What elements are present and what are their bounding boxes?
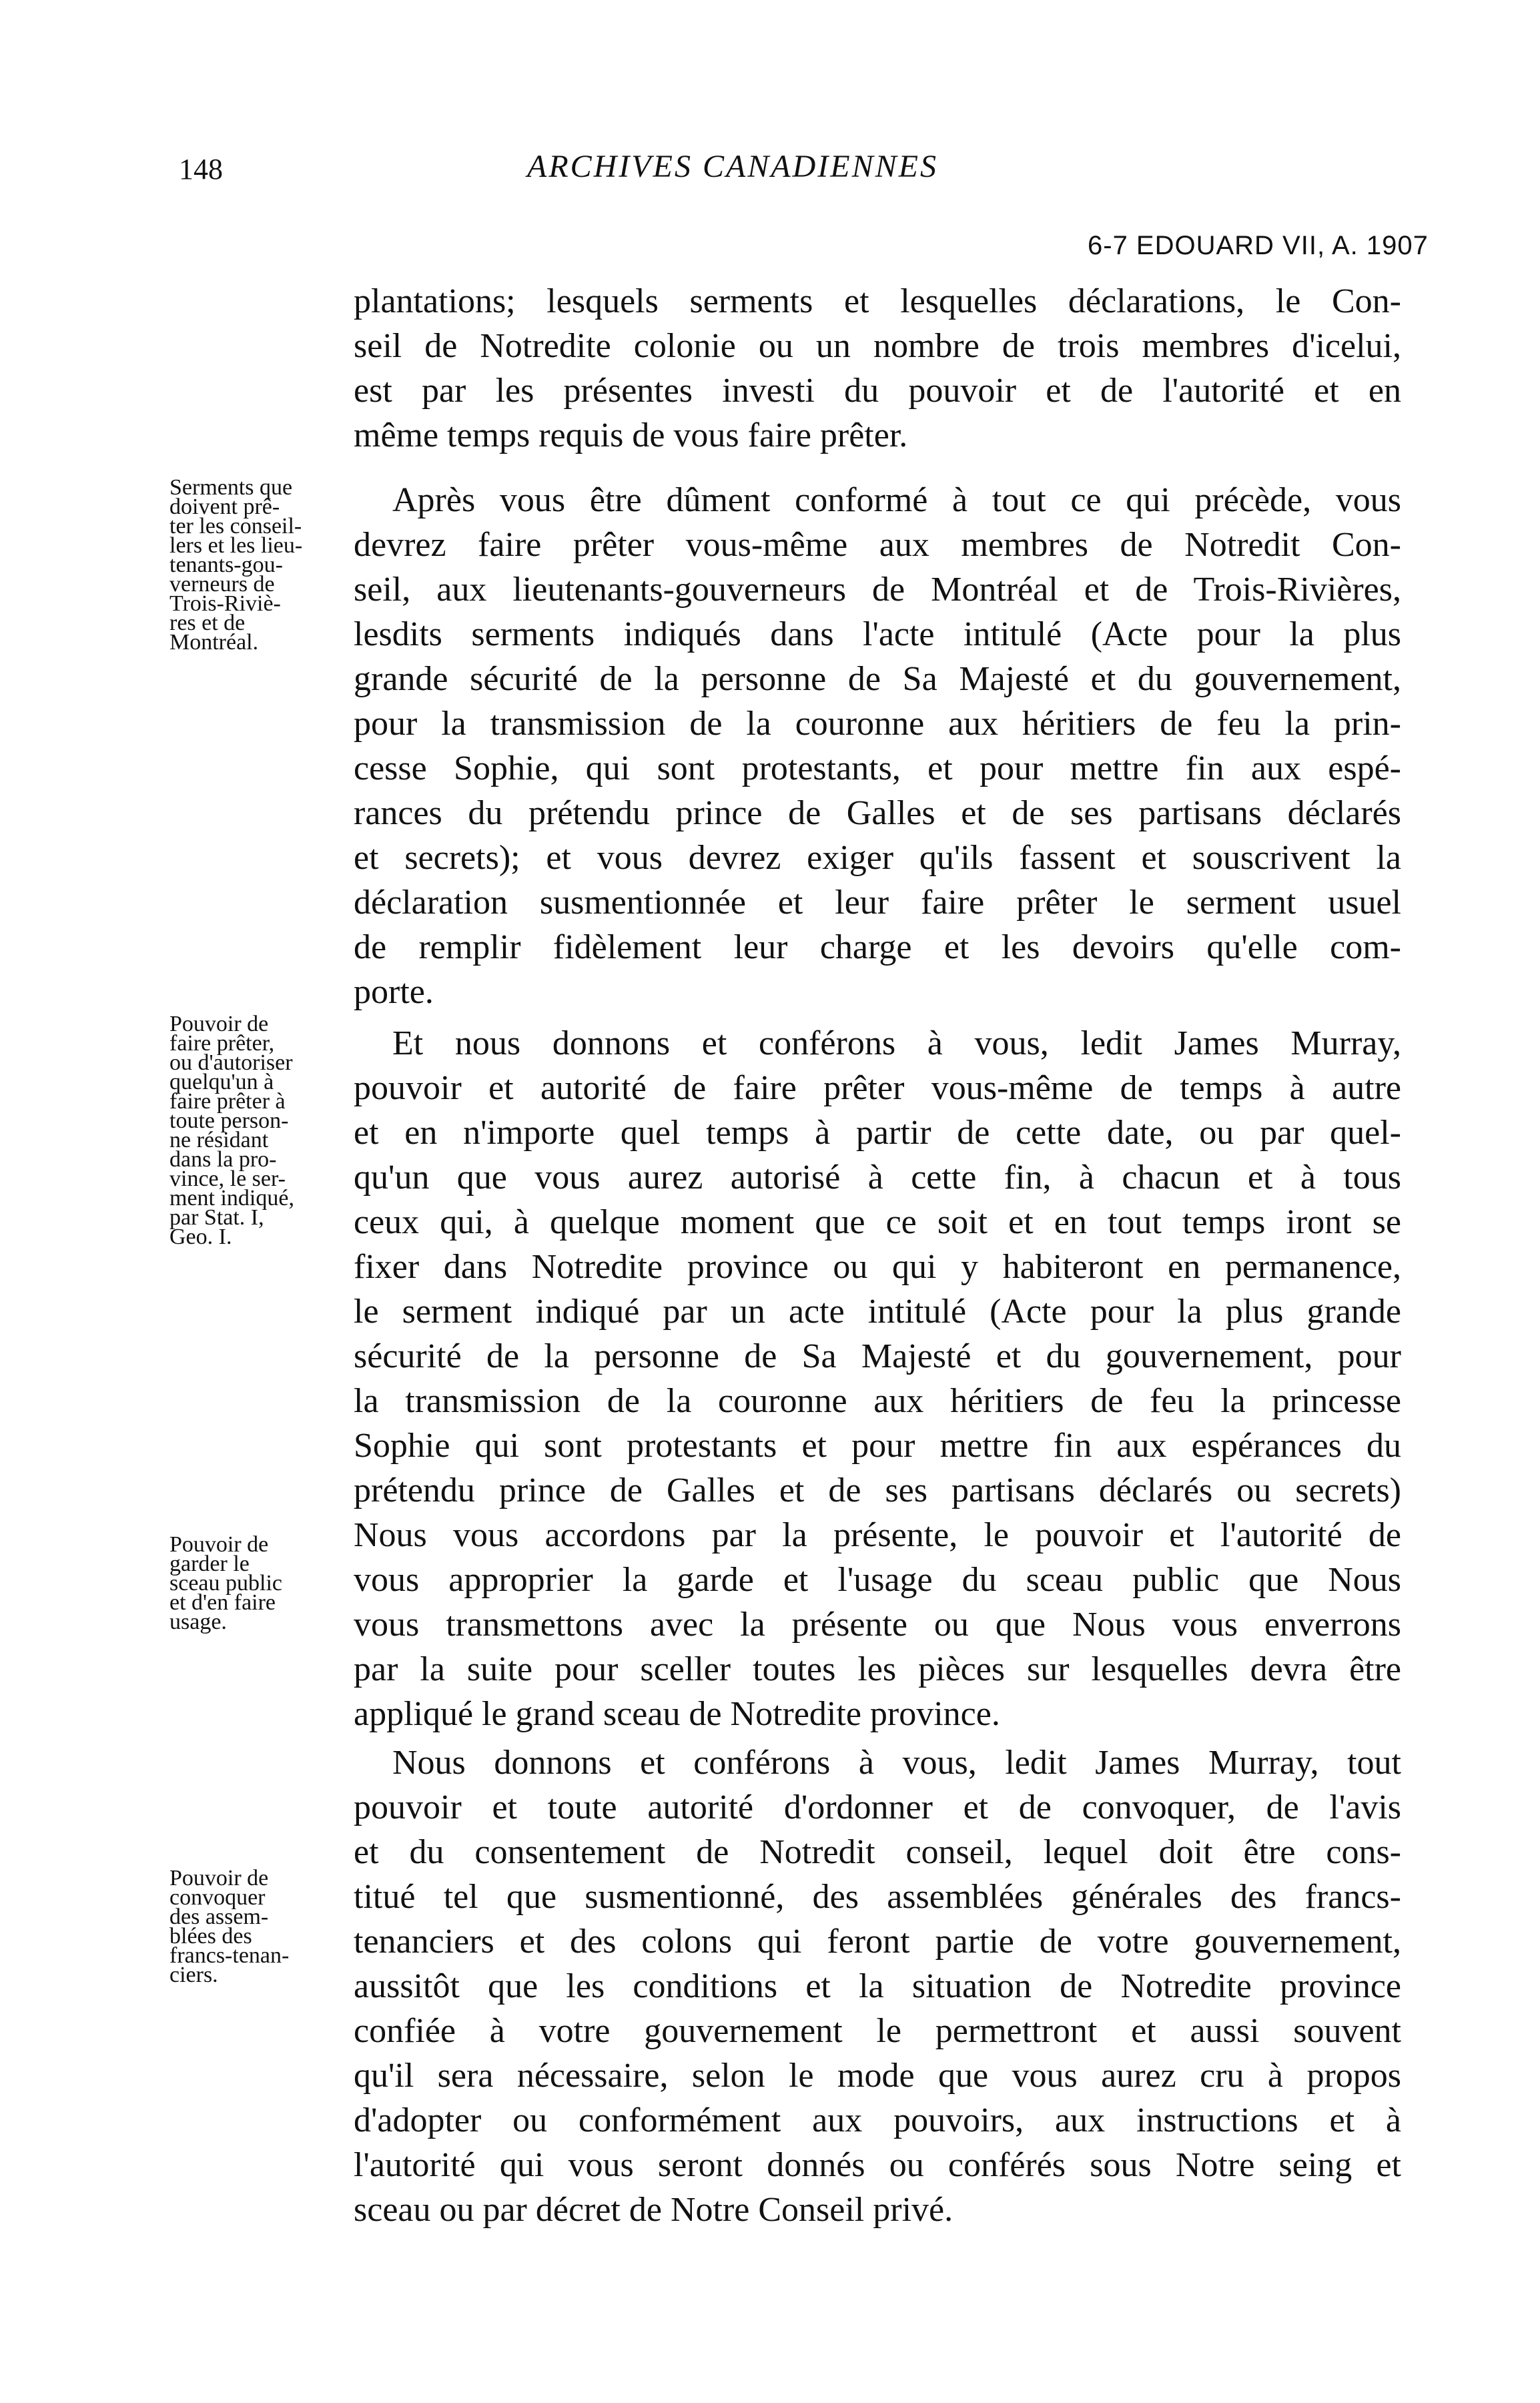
text-line: et en n'importe quel temps à partir de cette date, ou par quel- bbox=[354, 1114, 1401, 1152]
text-line: par la suite pour sceller toutes les pièces sur lesquelles devra être bbox=[354, 1650, 1401, 1688]
text-line: Sophie qui sont protestants et pour mettre fin aux espérances du bbox=[354, 1427, 1401, 1465]
text-line: et secrets); et vous devrez exiger qu'ils fassent et souscrivent la bbox=[354, 839, 1401, 877]
text-line: ceux qui, à quelque moment que ce soit et en tout temps iront se bbox=[354, 1203, 1401, 1241]
text-line: le serment indiqué par un acte intitulé (Acte pour la plus grande bbox=[354, 1293, 1401, 1331]
margin-note-line: vince, le ser- bbox=[169, 1166, 286, 1191]
margin-note-line: faire prêter, bbox=[169, 1031, 275, 1056]
margin-note-line: blées des bbox=[169, 1924, 252, 1949]
text-line: d'adopter ou conformément aux pouvoirs, aux instructions et à bbox=[354, 2101, 1401, 2139]
text-line: est par les présentes investi du pouvoir et de l'autorité et en bbox=[354, 372, 1401, 410]
margin-note-line: lers et les lieu- bbox=[169, 533, 303, 558]
margin-note-line: quelqu'un à bbox=[169, 1070, 274, 1094]
text-line: vous approprier la garde et l'usage du sceau public que Nous bbox=[354, 1561, 1401, 1599]
margin-note-line: toute person- bbox=[169, 1108, 289, 1133]
text-line: même temps requis de vous faire prêter. bbox=[354, 416, 908, 454]
text-line: cesse Sophie, qui sont protestants, et pour mettre fin aux espé- bbox=[354, 749, 1401, 787]
text-line: vous transmettons avec la présente ou que Nous vous enverrons bbox=[354, 1606, 1401, 1644]
margin-note-line: ne résidant bbox=[169, 1128, 269, 1152]
text-line: lesdits serments indiqués dans l'acte intitulé (Acte pour la plus bbox=[354, 615, 1401, 653]
margin-note-line: Montréal. bbox=[169, 630, 259, 655]
margin-note-line: tenants-gou- bbox=[169, 553, 283, 577]
margin-note-line: garder le bbox=[169, 1552, 250, 1576]
margin-note-line: ou d'autoriser bbox=[169, 1050, 293, 1075]
paragraph-3 bbox=[354, 1021, 1401, 1736]
text-line: pouvoir et autorité de faire prêter vous-même de temps à autre bbox=[354, 1069, 1401, 1107]
text-line: seil de Notredite colonie ou un nombre de trois membres d'icelui, bbox=[354, 327, 1401, 365]
text-line: grande sécurité de la personne de Sa Majesté et du gouvernement, bbox=[354, 660, 1401, 698]
text-line: devrez faire prêter vous-même aux membres de Notredit Con- bbox=[354, 526, 1401, 564]
text-line: sécurité de la personne de Sa Majesté et du gouvernement, pour bbox=[354, 1337, 1401, 1375]
text-line: qu'un que vous aurez autorisé à cette fin, à chacun et à tous bbox=[354, 1158, 1401, 1196]
text-line: déclaration susmentionnée et leur faire prêter le serment usuel bbox=[354, 884, 1401, 922]
running-title: ARCHIVES CANADIENNES bbox=[527, 149, 938, 184]
margin-note-line: usage. bbox=[169, 1610, 227, 1634]
text-line: la transmission de la couronne aux héritiers de feu la princesse bbox=[354, 1382, 1401, 1420]
text-line: porte. bbox=[354, 973, 434, 1011]
text-line: l'autorité qui vous seront donnés ou conférés sous Notre seing et bbox=[354, 2146, 1401, 2184]
text-line: pour la transmission de la couronne aux héritiers de feu la prin- bbox=[354, 705, 1401, 743]
paragraph-4 bbox=[354, 1740, 1401, 2232]
text-line: appliqué le grand sceau de Notredite province. bbox=[354, 1695, 1000, 1733]
margin-note-line: convoquer bbox=[169, 1885, 266, 1910]
text-line: confiée à votre gouvernement le permettront et aussi souvent bbox=[354, 2012, 1401, 2050]
text-line: Nous donnons et conférons à vous, ledit James Murray, tout bbox=[392, 1744, 1401, 1782]
margin-note-line: ter les conseil- bbox=[169, 514, 302, 539]
paragraph-2 bbox=[354, 478, 1401, 1014]
text-line: rances du prétendu prince de Galles et de ses partisans déclarés bbox=[354, 794, 1401, 832]
text-line: tenanciers et des colons qui feront partie de votre gouvernement, bbox=[354, 1923, 1401, 1961]
margin-note-line: Pouvoir de bbox=[169, 1532, 269, 1557]
margin-note-line: Serments que bbox=[169, 475, 293, 500]
margin-note-line: Pouvoir de bbox=[169, 1012, 269, 1036]
text-line: fixer dans Notredite province ou qui y habiteront en permanence, bbox=[354, 1248, 1401, 1286]
text-line: Après vous être dûment conformé à tout ce qui précède, vous bbox=[392, 481, 1401, 519]
margin-note-line: sceau public bbox=[169, 1571, 282, 1596]
margin-note-sceau-public bbox=[169, 1532, 351, 1634]
text-line: sceau ou par décret de Notre Conseil privé. bbox=[354, 2191, 953, 2229]
margin-note-line: des assem- bbox=[169, 1905, 269, 1929]
margin-note-serments bbox=[169, 475, 351, 655]
text-line: seil, aux lieutenants-gouverneurs de Montréal et de Trois-Rivières, bbox=[354, 571, 1401, 609]
margin-note-line: res et de bbox=[169, 611, 246, 635]
text-line: plantations; lesquels serments et lesquelles déclarations, le Con- bbox=[354, 282, 1401, 320]
text-line: titué tel que susmentionné, des assemblées générales des francs- bbox=[354, 1878, 1401, 1916]
margin-note-line: francs-tenan- bbox=[169, 1943, 290, 1968]
text-line: prétendu prince de Galles et de ses partisans déclarés ou secrets) bbox=[354, 1471, 1401, 1509]
text-line: qu'il sera nécessaire, selon le mode que vous aurez cru à propos bbox=[354, 2057, 1401, 2095]
text-line: Et nous donnons et conférons à vous, ledit James Murray, bbox=[392, 1024, 1401, 1062]
text-line: aussitôt que les conditions et la situation de Notredite province bbox=[354, 1967, 1401, 2005]
margin-note-line: Geo. I. bbox=[169, 1225, 232, 1249]
margin-note-line: verneurs de bbox=[169, 572, 275, 597]
paragraph-1 bbox=[354, 279, 1401, 458]
margin-note-line: ment indiqué, bbox=[169, 1186, 294, 1211]
margin-note-line: doivent prê- bbox=[169, 494, 280, 519]
margin-note-convoquer bbox=[169, 1868, 351, 1985]
margin-note-line: Pouvoir de bbox=[169, 1866, 269, 1891]
session-reference: 6-7 EDOUARD VII, A. 1907 bbox=[1088, 231, 1429, 260]
margin-note-line: et d'en faire bbox=[169, 1590, 276, 1615]
margin-note-line: ciers. bbox=[169, 1963, 218, 1987]
margin-note-faire-preter bbox=[169, 1014, 351, 1247]
page-number: 148 bbox=[179, 153, 223, 186]
text-line: Nous vous accordons par la présente, le pouvoir et l'autorité de bbox=[354, 1516, 1401, 1554]
text-line: et du consentement de Notredit conseil, lequel doit être cons- bbox=[354, 1833, 1401, 1871]
margin-note-line: faire prêter à bbox=[169, 1089, 286, 1114]
text-line: de remplir fidèlement leur charge et les devoirs qu'elle com- bbox=[354, 928, 1401, 966]
margin-note-line: Trois-Riviè- bbox=[169, 591, 281, 616]
margin-note-line: par Stat. I, bbox=[169, 1205, 264, 1230]
margin-note-line: dans la pro- bbox=[169, 1147, 277, 1172]
text-line: pouvoir et toute autorité d'ordonner et de convoquer, de l'avis bbox=[354, 1788, 1401, 1826]
